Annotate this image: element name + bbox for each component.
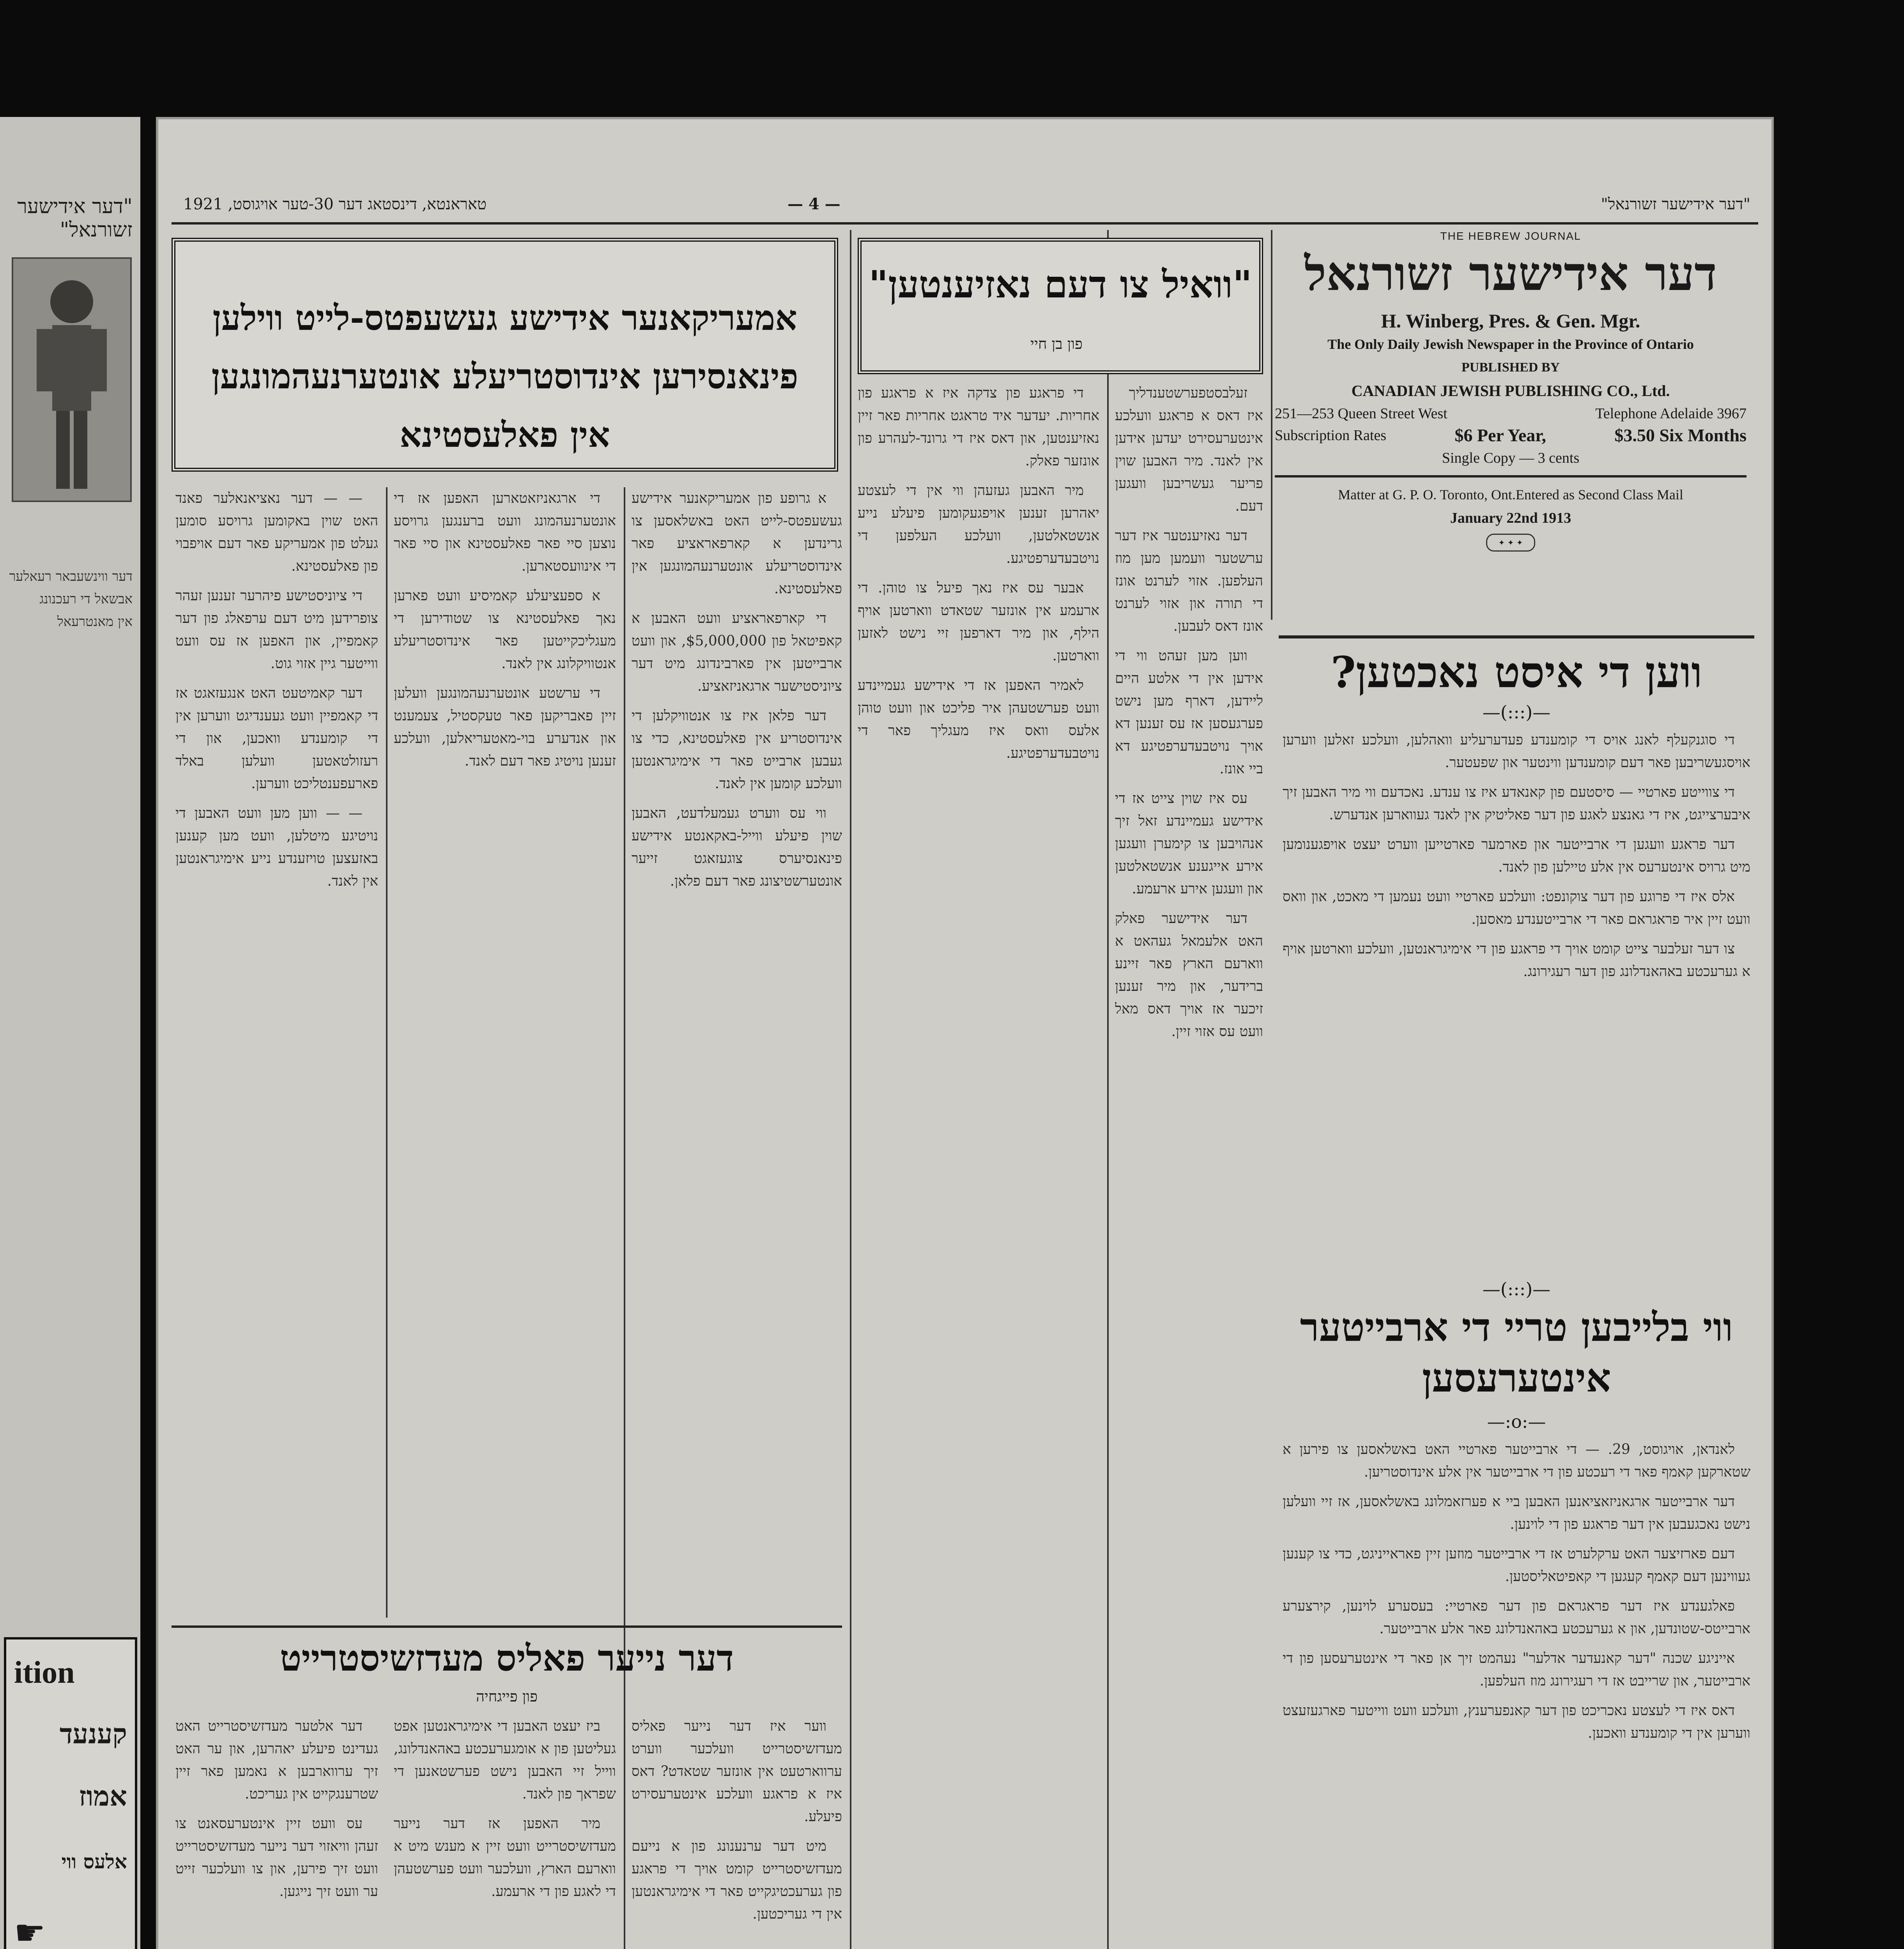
paragraph: די ציוניסטישע פיהרער זענען זעהר צופרידען מיט דעם ערפאלג פון דער קאמפיין, און האפען אז עס וועט ווייטער גיין אזוי גוט. <box>175 588 378 672</box>
paragraph: לאמיר האפען אז די אידישע געמיינדע וועט פערשטעהן איר פליכט און וועט טוהן אלעס וואס איז מעגליך פאר די נויטבעדערפטיגע. <box>858 677 1099 761</box>
magistrate-body-left <box>175 1715 378 1949</box>
magistrate-body-right <box>632 1715 842 1949</box>
america-body-middle <box>394 487 616 1618</box>
paragraph: דער פראגע וועגען די ארבייטער און פארמער פארטייען ווערט יעצט אויפגענומען מיט גרויס אינטערעס אין אלע טיילען פון לאנד. <box>1283 837 1750 875</box>
paragraph: לאנדאן, אויגוסט, 29. — די ארבייטער פארטיי האט באשלאסען צו פירען א שטארקען קאמף פאר די רעכטע פון די ארבייטער אין אלע אינדוסטריען. <box>1283 1441 1750 1480</box>
america-headline: אמעריקאנער אידישע געשעפטס-לייט ווילען פינאנסירען אינדוסטריעלע אונטערנעהמונגען אין פאלעסטינא <box>211 297 798 455</box>
paragraph: ווער איז דער נייער פאליס מעדזשיסטרייט וועלכער ווערט ערווארטעט אין אונזער שטאדט? דאס איז א פראגע וועלכע אינטערעסירט פיעלע. <box>632 1718 842 1825</box>
paragraph: דער קאמיטעט האט אנגעזאגט אז די קאמפיין וועט געענדיגט ווערען אין די קומענדע וואכען, און די רעזולטאטען וועלען באלד פארעפענטליכט ווערען. <box>175 685 378 792</box>
masthead-company: CANADIAN JEWISH PUBLISHING CO., Ltd. <box>1351 382 1670 400</box>
masthead-published-by: PUBLISHED BY <box>1461 360 1560 375</box>
left-page-advertisement <box>4 1637 137 1949</box>
left-page-line: אבשאל די רעכנונג <box>39 591 133 607</box>
workers-headline: ווי בלייבען טריי די ארבייטער אינטערעסען <box>1300 1304 1733 1401</box>
editorial-body <box>1283 729 1750 1255</box>
paragraph: — — ווען מען וועט האבען די נויטיגע מיטלען, וועט מען קענען באזעצען טויזענדע נייע אימיגראנטען אין לאנד. <box>175 805 378 889</box>
paragraph: ביז יעצט האבען די אימיגראנטען אפט געליטען פון א אומגערעכטע באהאנדלונג, ווייל זיי האבען נישט פערשטאנען די שפראך פון לאנד. <box>394 1718 616 1802</box>
center-headline-box <box>858 238 1263 374</box>
paragraph: די סוגנקעלף לאנג אויס די קומענדע פעדערעליע וואהלען, וועלכע זאלען ווערען אויסגעשריבען פאר דעם קומענדען ווינטער און שפעטער. <box>1283 732 1750 771</box>
masthead-address: 251—253 Queen Street West <box>1275 405 1447 422</box>
paragraph: א ספעציעלע קאמיסיע וועט פארען נאך פאלעסטינא צו שטודירען די מעגליכקייטען פאר אינדוסטריעלע אנטוויקלונג אין לאנד. <box>394 588 616 672</box>
masthead-tagline: The Only Daily Jewish Newspaper in the Province of Ontario <box>1327 336 1694 352</box>
masthead-matter: Matter at G. P. O. Toronto, Ont.Entered as Second Class Mail <box>1338 487 1683 502</box>
america-headline-box <box>172 238 838 472</box>
pointing-hand-icon: ☛ <box>14 1912 46 1949</box>
magistrate-byline: פון פייגחיה <box>476 1688 538 1705</box>
paragraph: עס וועט זיין אינטערעסאנט צו זעהן וויאזוי דער נייער מעדזשיסטרייט וועט זיך פירען, און צו וועלכער זייט ער וועט זיך נייגען. <box>175 1816 378 1899</box>
masthead-title: דער אידישער זשורנאל <box>1304 246 1717 301</box>
paragraph: — — דער נאציאנאלער פאנד האט שוין באקומען גרויסע סומען געלט פון אמעריקע פאר דעם אויפבוי פון פאלעסטינא. <box>175 490 378 574</box>
paragraph: אייניגע שכנה "דער קאנעדער אדלער" נעהמט זיך אן פאר די אינטערעסען פון די ארבייטער, און שרייבט אז די רעגירונג מוז העלפען. <box>1283 1650 1750 1689</box>
masthead-subscription-label: Subscription Rates <box>1275 427 1387 444</box>
paragraph: ווען מען זעהט ווי די אידען אין די אלטע היים ליידען, דארף מען נישט פערגעסען אז עס זענען דא אויך נויטבעדערפטיגע דא ביי אונז. <box>1115 648 1263 777</box>
masthead-year-rate: $6 Per Year, <box>1455 425 1546 445</box>
left-page-line: דער ווינשעבאר רעאלער <box>9 569 133 584</box>
masthead-address-row <box>1267 403 1754 424</box>
ad-line: קענעד <box>59 1717 127 1750</box>
editorial-headline: ווען די איסט נאכטען? <box>1331 647 1702 697</box>
center-byline: פון בן חיי <box>1030 335 1083 352</box>
paragraph: א גרופע פון אמעריקאנער אידישע געשעפטס-לייט האט באשלאסען צו גרינדען א קארפאראציע פאר אינדוסטריעלע אונטערנעהמונגען אין פאלעסטינא. <box>632 490 842 597</box>
ad-title: ition <box>14 1655 75 1690</box>
masthead-telephone: Telephone Adelaide 3967 <box>1595 405 1747 422</box>
paragraph: דער פלאן איז צו אנטוויקלען די אינדוסטריע אין פאלעסטינא, כדי צו געבען ארבייט פאר די אימיגראנטען וועלכע קומען אין לאנד. <box>632 708 842 792</box>
magistrate-headline: דער נייער פאליס מעדזשיסטרייט <box>280 1637 734 1679</box>
masthead-rule <box>1275 475 1747 478</box>
paragraph: אבער עס איז נאך פיעל צו טוהן. די ארעמע אין אונזער שטאדט ווארטען אויף הילף, און מיר דארפען זיי נישט לאזען ווארטען. <box>858 580 1099 664</box>
america-body-right <box>632 487 842 1618</box>
paragraph: די ארגאניזאטארען האפען אז די אונטערנעהמונג וועט ברענגען גרויסע נוצען סיי פאר פאלעסטינא און סיי פאר די אינוועסטארען. <box>394 490 616 574</box>
center-headline: "וואיל צו דעם נאזיענטען" <box>869 262 1252 306</box>
masthead-bottom-rule <box>1279 635 1754 638</box>
workers-ornament: —:o:— <box>1487 1411 1546 1432</box>
paragraph: דער אלטער מעדזשיסטרייט האט געדינט פיעלע יאהרען, און ער האט זיך ערווארבען א נאמען פאר זיין שטרענגקייט אין געריכט. <box>175 1718 378 1802</box>
column-rule <box>386 487 388 1618</box>
masthead-six-months: $3.50 Six Months <box>1614 425 1747 445</box>
paragraph: די קארפאראציע וועט האבען א קאפיטאל פון $5,000,000, און וועט ארבייטען אין פארבינדונג מיט דער ציוניסטישער ארגאניזאציע. <box>632 610 842 694</box>
center-body-right <box>1115 382 1263 1949</box>
ad-line: אלעס ווי <box>61 1850 127 1873</box>
paragraph: עס איז שוין צייט אז די אידישע געמיינדע זאל זיך אנהויבען צו קימערן וועגען אירע אייגענע אנשטאלטען און וועגען אירע ארעמע. <box>1115 791 1263 897</box>
paragraph: דער נאזיענטער איז דער ערשטער וועמען מען מוז העלפען. אזוי לערנט אונז די תורה און אזוי לערנט אונז דאס לעבען. <box>1115 528 1263 634</box>
paragraph: די ערשטע אונטערנעהמונגען וועלען זיין פאבריקען פאר טעקסטיל, צעמענט און אנדערע בוי-מאטעריאלען, וועלכע זענען נויטיג פאר דעם לאנד. <box>394 685 616 769</box>
paragraph: צו דער זעלבער צייט קומט אויך די פראגע פון די אימיגראנטען, וועלכע ווארטען אויף א גערעכטע באהאנדלונג פון דער רעגירונג. <box>1283 941 1750 980</box>
masthead-english-name: THE HEBREW JOURNAL <box>1440 230 1581 242</box>
paragraph: אלס איז די פרוגע פון דער צוקונפט: וועלכע פארטיי וועט נעמען די מאכט, און וואס וועט זיין איר פראגראם פאר די ארבייטענדע מאסען. <box>1283 889 1750 927</box>
paragraph: מיר האבען געזעהן ווי אין די לעצטע יאהרען זענען אויפגעקומען פיעלע נייע אנשטאלטען, וועלכע העלפען די נויטבעדערפטיגע. <box>858 483 1099 566</box>
column-rule <box>624 487 625 1949</box>
paragraph: דאס איז די לעצטע נאכריכט פון דער קאנפערענץ, וועלכע וועט ווייטער פארגעזעצט ווערען אין די קומענדע וואכען. <box>1283 1703 1750 1741</box>
masthead-publisher: H. Winberg, Pres. & Gen. Mgr. <box>1381 310 1640 332</box>
folio-date: טאראנטא, דינסטאג דער 30-טער אויגוסט, 1921 <box>183 195 487 213</box>
paragraph: מיט דער ערנענונג פון א נייעם מעדזשיסטרייט קומט אויך די פראגע פון גערעכטיגקייט פאר די אימיגראנטען אין די געריכטען. <box>632 1838 842 1922</box>
paragraph: דער ארבייטער ארגאניזאציאנען האבען ביי א פערזאמלונג באשלאסען, אז זיי וועלען נישט נאכגעבען אין דער פראגע פון די לוינען. <box>1283 1494 1750 1532</box>
left-page-folio: "דער אידישער זשורנאל" <box>17 195 133 242</box>
workers-body <box>1283 1438 1750 1949</box>
workers-ornament-top: —(:::)— <box>1482 1279 1551 1300</box>
paragraph: די צווייטע פארטיי — סיסטעם פון קאנאדע איז צו ענדע. נאכדעם ווי מיר האבען זיך איבערצייגט, איז די גאנצע לאגע פון דער פאליטיק אין לאנד געווארען אנדערש. <box>1283 784 1750 823</box>
left-page-text <box>8 565 133 633</box>
america-body-left <box>175 487 378 1618</box>
ad-line: אמוז <box>79 1780 127 1812</box>
paragraph: דער אידישער פאלק האט אלעמאל געהאט א ווארעם הארץ פאר זיינע ברידער, און מיר זענען זיכער אז אויך דאס מאל וועט עס אזוי זיין. <box>1115 911 1263 1040</box>
left-page-fragment <box>0 117 140 1949</box>
paragraph: פאלגענדע איז דער פראגראם פון דער פארטיי: בעסערע לוינען, קירצערע ארבייטס-שטונדען, און א גערעכטע באהאנדלונג פאר אלע ארבייטער. <box>1283 1598 1750 1637</box>
left-page-line: אין מאנטרעאל <box>57 614 133 630</box>
column-rule <box>850 230 851 1949</box>
column-rule <box>1107 230 1109 1949</box>
center-body-left <box>858 382 1099 1949</box>
editorial-ornament: —(:::)— <box>1482 702 1551 723</box>
folio-page-number: — 4 — <box>787 195 841 213</box>
newspaper-page <box>156 117 1774 1949</box>
masthead-single-copy: Single Copy — 3 cents <box>1442 450 1580 466</box>
folio-rule <box>172 222 1758 225</box>
folio-paper-name: "דער אידישער זשורנאל" <box>1601 195 1750 213</box>
masthead-date: January 22nd 1913 <box>1450 510 1571 526</box>
illustration-icon <box>12 257 132 502</box>
magistrate-top-rule <box>172 1625 842 1628</box>
paragraph: זעלבסטפערשטענדליך איז דאס א פראגע וועלכע אינטערעסירט יעדען אידען אין לאנד. מיר האבען שוין פריער געשריבען וועגען דעם. <box>1115 385 1263 514</box>
paragraph: דעם פארזיצער האט ערקלערט אז די ארבייטער מוזען זיין פאראייניגט, כדי צו קענען געווינען דעם קאמף קעגען די קאפיטאליסטען. <box>1283 1546 1750 1585</box>
seal-icon: ✦ ✦ ✦ <box>1486 534 1535 552</box>
magistrate-body-middle <box>394 1715 616 1949</box>
paragraph: ווי עס ווערט געמעלדעט, האבען שוין פיעלע ווייל-באקאנטע אידישע פינאנסיערס צוגעזאגט זייער אונטערשטיצונג פאר דעם פלאן. <box>632 805 842 889</box>
paragraph: מיר האפען אז דער נייער מעדזשיסטרייט וועט זיין א מענש מיט א ווארעם הארץ, וועלכער וועט פערשטעהן די לאגע פון די ארעמע. <box>394 1816 616 1899</box>
masthead <box>1267 230 1754 639</box>
masthead-rates-row <box>1267 424 1754 446</box>
paragraph: די פראגע פון צדקה איז א פראגע פון אחריות. יעדער איד טראגט אחריות פאר זיין נאזיענטען, און דאס איז די גרונד-לעהרע פון אונזער פאלק. <box>858 385 1099 469</box>
